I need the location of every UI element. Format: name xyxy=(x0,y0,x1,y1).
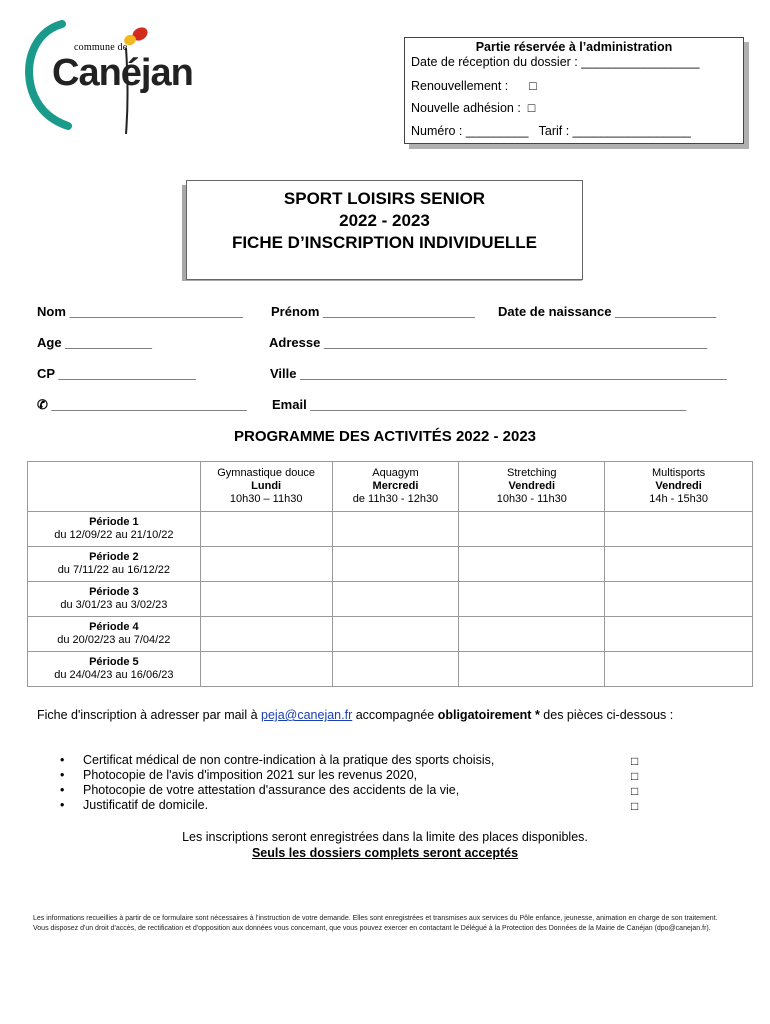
table-corner-cell xyxy=(28,462,201,512)
instructions-text-start: Fiche d'inscription à adresser par mail à xyxy=(37,708,262,722)
table-row xyxy=(28,617,753,652)
admin-new-membership: Nouvelle adhésion : □ xyxy=(411,101,536,115)
activity-name: Gymnastique douce xyxy=(217,467,316,479)
field-telephone[interactable]: ✆ ___________________________ xyxy=(37,397,247,412)
period-cell xyxy=(28,512,201,547)
selection-cell[interactable] xyxy=(459,617,605,652)
field-date-naissance[interactable]: Date de naissance ______________ xyxy=(498,304,717,319)
field-ville[interactable]: Ville ___________________________________________________________ xyxy=(270,366,727,381)
instructions-text-end: des pièces ci-dessous : xyxy=(539,708,674,722)
field-email[interactable]: Email ____________________________________________________ xyxy=(272,397,687,412)
complete-files-note: Seuls les dossiers complets seront acceptés xyxy=(251,846,519,860)
table-row xyxy=(28,512,753,547)
title-line-2: 2022 - 2023 xyxy=(339,211,430,230)
period-dates: du 3/01/23 au 3/02/23 xyxy=(60,599,168,611)
selection-cell[interactable] xyxy=(459,582,605,617)
admin-title: Partie réservée à l’administration xyxy=(475,40,673,54)
bullet-icon: • xyxy=(60,768,65,782)
selection-cell[interactable] xyxy=(605,652,753,687)
table-row xyxy=(28,582,753,617)
field-cp[interactable]: CP ___________________ xyxy=(37,366,196,381)
list-item xyxy=(60,783,660,798)
selection-cell[interactable] xyxy=(459,512,605,547)
selection-cell[interactable] xyxy=(332,547,459,582)
admin-number-tarif: Numéro : _________ Tarif : _________________ xyxy=(411,124,691,138)
field-age[interactable]: Age ____________ xyxy=(37,335,152,350)
list-item xyxy=(60,753,660,768)
admin-reception-date: Date de réception du dossier : _________________ xyxy=(411,55,700,69)
activity-header xyxy=(605,462,753,512)
admin-renewal: Renouvellement : □ xyxy=(411,79,537,93)
document-checkbox[interactable]: □ xyxy=(631,769,639,783)
field-nom[interactable]: Nom ________________________ xyxy=(37,304,244,319)
document-label: Photocopie de votre attestation d'assurance des accidents de la vie, xyxy=(83,783,460,797)
activity-time: 10h30 – 11h30 xyxy=(229,493,303,505)
period-dates: du 12/09/22 au 21/10/22 xyxy=(54,529,174,541)
instructions-text-middle: accompagnée xyxy=(352,708,438,722)
period-cell xyxy=(28,652,201,687)
document-checkbox[interactable]: □ xyxy=(631,784,639,798)
bullet-icon: • xyxy=(60,753,65,767)
activity-time: 10h30 - 11h30 xyxy=(496,493,567,505)
activity-day: Lundi xyxy=(251,480,282,492)
selection-cell[interactable] xyxy=(459,652,605,687)
activity-name: Stretching xyxy=(507,467,557,479)
document-checkbox[interactable]: □ xyxy=(631,754,639,768)
selection-cell[interactable] xyxy=(332,652,459,687)
bullet-icon: • xyxy=(60,783,65,797)
list-item xyxy=(60,768,660,783)
activity-name: Aquagym xyxy=(372,467,419,479)
selection-cell[interactable] xyxy=(332,617,459,652)
table-row xyxy=(28,547,753,582)
activity-day: Vendredi xyxy=(508,480,556,492)
selection-cell[interactable] xyxy=(459,547,605,582)
selection-cell[interactable] xyxy=(605,582,753,617)
admin-box xyxy=(404,37,744,144)
selection-cell[interactable] xyxy=(332,582,459,617)
programme-table xyxy=(27,461,753,687)
period-dates: du 7/11/22 au 16/12/22 xyxy=(57,564,171,576)
instructions-paragraph xyxy=(37,707,733,723)
selection-cell[interactable] xyxy=(200,547,332,582)
period-name: Période 5 xyxy=(89,656,139,668)
activity-header xyxy=(332,462,459,512)
document-label: Photocopie de l'avis d'imposition 2021 sur les revenus 2020, xyxy=(83,768,418,782)
selection-cell[interactable] xyxy=(200,582,332,617)
gdpr-footer: Les informations recueillies à partir de ce formulaire sont nécessaires à l'instruction de votre demande. Elles sont enregistrées et transmises aux services du Pôle enfance, jeunesse, animation en charge de son traitement. Vous disposez d'un droit d'accès, de rectification et d'opposition aux données vous concernant, que vous pouvez exercer en contactant le Délégué à la Protection des Données de la Mairie de Canéjan (dpo@canejan.fr). xyxy=(33,915,718,932)
bullet-icon: • xyxy=(60,798,65,812)
places-limit-note: Les inscriptions seront enregistrées dans la limite des places disponibles. xyxy=(182,830,588,844)
title-line-1: SPORT LOISIRS SENIOR xyxy=(283,189,486,208)
activity-day: Mercredi xyxy=(372,480,419,492)
period-dates: du 24/04/23 au 16/06/23 xyxy=(54,669,174,681)
activity-name: Multisports xyxy=(651,467,706,479)
selection-cell[interactable] xyxy=(605,617,753,652)
period-dates: du 20/02/23 au 7/04/22 xyxy=(57,634,171,646)
period-name: Période 4 xyxy=(89,621,139,633)
instructions-mandatory: obligatoirement * xyxy=(437,708,540,722)
activity-header xyxy=(459,462,605,512)
documents-checkboxes xyxy=(631,754,638,814)
period-cell xyxy=(28,547,201,582)
selection-cell[interactable] xyxy=(200,652,332,687)
document-label: Certificat médical de non contre-indication à la pratique des sports choisis, xyxy=(83,753,495,767)
selection-cell[interactable] xyxy=(332,512,459,547)
canejan-logo xyxy=(22,18,193,138)
activity-time: 14h - 15h30 xyxy=(649,493,708,505)
documents-list xyxy=(60,753,660,813)
table-header-row xyxy=(28,462,753,512)
activity-header xyxy=(200,462,332,512)
programme-title: PROGRAMME DES ACTIVITÉS 2022 - 2023 xyxy=(233,428,537,445)
logo-big-text: Canéjan xyxy=(52,52,193,94)
list-item xyxy=(60,798,660,813)
table-row xyxy=(28,652,753,687)
title-box xyxy=(186,180,583,280)
logo-small-text: commune de xyxy=(74,42,128,53)
period-cell xyxy=(28,582,201,617)
period-name: Période 1 xyxy=(89,516,139,528)
selection-cell[interactable] xyxy=(605,512,753,547)
selection-cell[interactable] xyxy=(605,547,753,582)
document-checkbox[interactable]: □ xyxy=(631,799,639,813)
contact-email-link[interactable]: peja@canejan.fr xyxy=(261,708,353,722)
activity-day: Vendredi xyxy=(655,480,702,492)
period-name: Période 2 xyxy=(89,551,139,563)
selection-cell[interactable] xyxy=(200,512,332,547)
activity-time: de 11h30 - 12h30 xyxy=(352,493,439,505)
selection-cell[interactable] xyxy=(200,617,332,652)
period-name: Période 3 xyxy=(89,586,139,598)
document-label: Justificatif de domicile. xyxy=(83,798,209,812)
field-adresse[interactable]: Adresse _____________________________________________________ xyxy=(269,335,708,350)
period-cell xyxy=(28,617,201,652)
field-prenom[interactable]: Prénom _____________________ xyxy=(271,304,475,319)
title-line-3: FICHE D’INSCRIPTION INDIVIDUELLE xyxy=(231,233,538,252)
